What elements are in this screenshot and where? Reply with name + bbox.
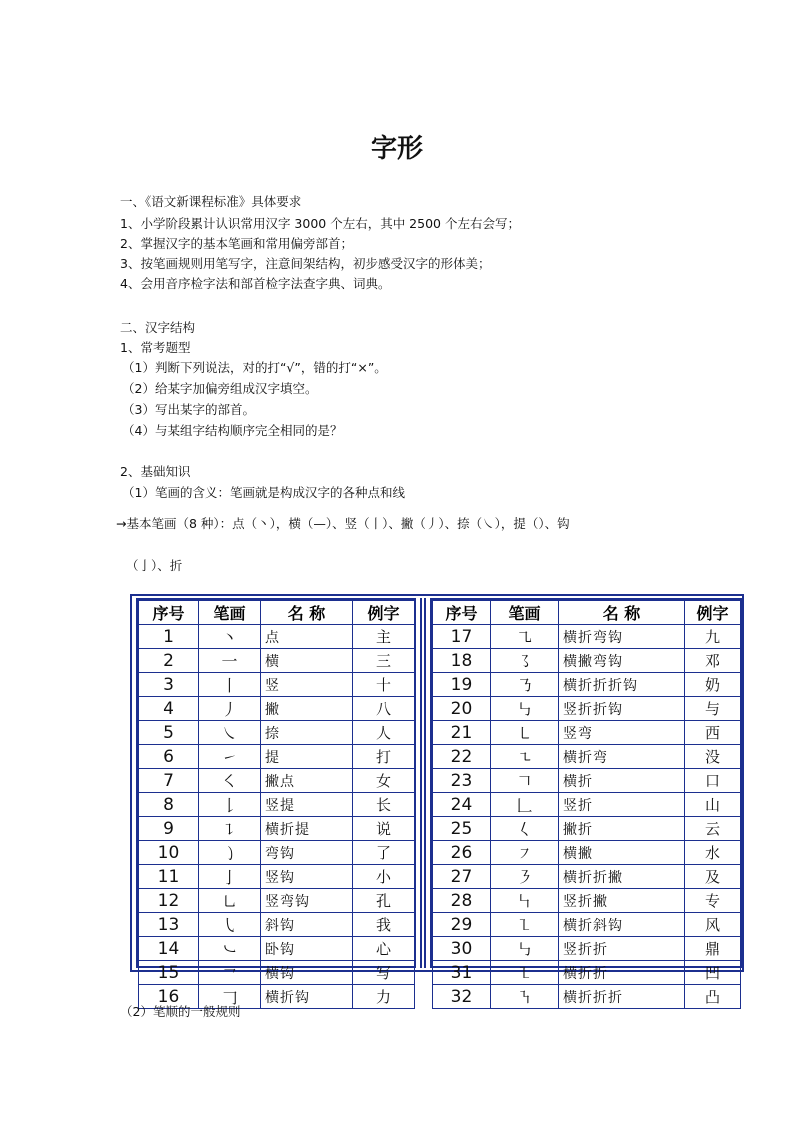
header-number: 序号 [139,601,199,625]
example-character: 九 [685,625,741,649]
basic-strokes-line: →基本笔画（8 种）：点（丶），横（—）、竖（丨）、撇（丿）、捺（㇏），提（）、钩 [116,516,570,531]
stroke-number: 1 [139,625,199,649]
table-row [139,649,415,673]
stroke-number: 11 [139,865,199,889]
page-title: 字形 [370,134,423,164]
stroke-number: 32 [433,985,491,1009]
stroke-glyph: ㇂ [199,913,261,937]
example-character: 打 [353,745,415,769]
table-row [433,793,741,817]
table-row [139,697,415,721]
stroke-glyph: ㇎ [491,985,559,1009]
stroke-name: 竖折折 [559,937,685,961]
stroke-glyph: ㇌ [491,649,559,673]
stroke-number: 29 [433,913,491,937]
example-character: 主 [353,625,415,649]
table-row [139,745,415,769]
stroke-glyph: 𡿨 [491,817,559,841]
stroke-number: 14 [139,937,199,961]
stroke-table [130,594,744,1007]
table-row [433,721,741,745]
table-row [139,913,415,937]
table-row [139,865,415,889]
stroke-name: 弯钩 [261,841,353,865]
stroke-glyph: ㇖ [199,961,261,985]
table-row [433,961,741,985]
table-row [139,769,415,793]
stroke-glyph: ㇉ [491,697,559,721]
stroke-glyph: ㇛ [199,769,261,793]
stroke-glyph: 𠃊 [491,793,559,817]
stroke-glyph: 丨 [199,673,261,697]
stroke-name: 横折弯钩 [559,625,685,649]
requirement-item-1: 1、小学阶段累计认识常用汉字 3000 个左右，其中 2500 个左右会写； [120,216,520,231]
example-character: 没 [685,745,741,769]
example-character: 说 [353,817,415,841]
stroke-name: 捺 [261,721,353,745]
stroke-glyph: 𠃌 [199,985,261,1009]
stroke-number: 25 [433,817,491,841]
stroke-number: 5 [139,721,199,745]
example-character: 奶 [685,673,741,697]
table-row [139,937,415,961]
stroke-name: 竖弯钩 [261,889,353,913]
example-character: 人 [353,721,415,745]
stroke-number: 26 [433,841,491,865]
stroke-number: 6 [139,745,199,769]
stroke-glyph: ㇇ [491,841,559,865]
table-row [433,889,741,913]
example-character: 凹 [685,961,741,985]
stroke-name: 横折折折钩 [559,673,685,697]
table-row [433,769,741,793]
table-row [139,889,415,913]
stroke-table-right [430,598,742,1007]
stroke-name: 横折钩 [261,985,353,1009]
stroke-number: 15 [139,961,199,985]
stroke-name: 撇 [261,697,353,721]
table-row [433,841,741,865]
stroke-number: 9 [139,817,199,841]
table-row [139,793,415,817]
stroke-name: 竖折撇 [559,889,685,913]
header-stroke: 笔画 [491,601,559,625]
stroke-name: 横撇弯钩 [559,649,685,673]
table-row [139,721,415,745]
stroke-glyph: ㇄ [491,721,559,745]
stroke-number: 27 [433,865,491,889]
table-row [139,961,415,985]
stroke-name: 横折 [559,769,685,793]
section1-heading: 一、《语文新课程标准》具体要求 [120,194,302,209]
stroke-glyph: ㇁ [199,841,261,865]
requirement-item-3: 3、按笔画规则用笔写字，注意间架结构，初步感受汉字的形体美； [120,256,491,271]
stroke-number: 31 [433,961,491,985]
stroke-number: 8 [139,793,199,817]
table-row [433,817,741,841]
example-character: 邓 [685,649,741,673]
example-character: 风 [685,913,741,937]
example-character: 了 [353,841,415,865]
stroke-name: 斜钩 [261,913,353,937]
stroke-glyph: ㇅ [491,913,559,937]
stroke-name: 竖钩 [261,865,353,889]
stroke-glyph: 𠃍 [491,769,559,793]
stroke-number: 28 [433,889,491,913]
stroke-number: 12 [139,889,199,913]
table-row [433,913,741,937]
stroke-glyph: ㇏ [199,721,261,745]
stroke-name: 横折折撇 [559,865,685,889]
table-row [433,673,741,697]
stroke-glyph: ㇞ [491,889,559,913]
stroke-number: 30 [433,937,491,961]
stroke-order-heading: （2）笔顺的一般规则 [120,1004,241,1019]
example-character: 八 [353,697,415,721]
example-character: 专 [685,889,741,913]
example-character: 长 [353,793,415,817]
stroke-number: 17 [433,625,491,649]
stroke-name: 撇折 [559,817,685,841]
stroke-name: 卧钩 [261,937,353,961]
table-row [433,697,741,721]
stroke-glyph: ㇃ [199,937,261,961]
question-type-1: （1）判断下列说法，对的打“√”，错的打“×”。 [122,360,387,375]
stroke-glyph: ㇡ [491,673,559,697]
stroke-name: 提 [261,745,353,769]
stroke-glyph: ㇅ [491,961,559,985]
table-row [433,985,741,1009]
example-character: 与 [685,697,741,721]
example-character: 鼎 [685,937,741,961]
stroke-glyph: ㇀ [199,745,261,769]
stroke-name: 竖折 [559,793,685,817]
table-row [139,841,415,865]
stroke-name: 撇点 [261,769,353,793]
stroke-number: 7 [139,769,199,793]
stroke-glyph: 亅 [199,865,261,889]
question-type-4: （4）与某组字结构顺序完全相同的是？ [122,423,343,438]
example-character: 女 [353,769,415,793]
example-character: 写 [353,961,415,985]
header-stroke: 笔画 [199,601,261,625]
stroke-glyph: 丶 [199,625,261,649]
stroke-number: 22 [433,745,491,769]
table-row [139,817,415,841]
stroke-name: 竖弯 [559,721,685,745]
stroke-name: 横折斜钩 [559,913,685,937]
header-example: 例字 [353,601,415,625]
stroke-number: 23 [433,769,491,793]
stroke-glyph: ㇉ [491,937,559,961]
stroke-number: 21 [433,721,491,745]
stroke-number: 13 [139,913,199,937]
stroke-name: 横撇 [559,841,685,865]
header-name: 名 称 [261,601,353,625]
stroke-glyph: ㇋ [491,865,559,889]
example-character: 山 [685,793,741,817]
stroke-glyph: ㇊ [199,817,261,841]
requirement-item-4: 4、会用音序检字法和部首检字法查字典、词典。 [120,276,391,291]
stroke-glyph: ㇈ [491,625,559,649]
table-row [433,649,741,673]
example-character: 孔 [353,889,415,913]
stroke-number: 24 [433,793,491,817]
basic-strokes-line-cont: （亅）、折 [126,558,183,573]
example-character: 及 [685,865,741,889]
table-row [433,625,741,649]
stroke-glyph: 一 [199,649,261,673]
example-character: 西 [685,721,741,745]
example-character: 力 [353,985,415,1009]
stroke-number: 19 [433,673,491,697]
stroke-table-left [136,598,416,1007]
example-character: 云 [685,817,741,841]
table-row [433,865,741,889]
stroke-name: 横折提 [261,817,353,841]
question-types-heading: 1、常考题型 [120,340,191,355]
stroke-name: 竖折折钩 [559,697,685,721]
table-row [433,937,741,961]
stroke-number: 4 [139,697,199,721]
header-example: 例字 [685,601,741,625]
stroke-number: 20 [433,697,491,721]
example-character: 三 [353,649,415,673]
stroke-number: 2 [139,649,199,673]
requirement-item-2: 2、掌握汉字的基本笔画和常用偏旁部首； [120,236,353,251]
stroke-number: 16 [139,985,199,1009]
stroke-name: 横钩 [261,961,353,985]
stroke-definition: （1）笔画的含义：笔画就是构成汉字的各种点和线 [122,485,405,500]
example-character: 心 [353,937,415,961]
stroke-glyph: ㇍ [491,745,559,769]
example-character: 十 [353,673,415,697]
stroke-name: 横折折折 [559,985,685,1009]
stroke-glyph: 丿 [199,697,261,721]
example-character: 我 [353,913,415,937]
stroke-name: 竖 [261,673,353,697]
stroke-number: 3 [139,673,199,697]
stroke-number: 10 [139,841,199,865]
basics-heading: 2、基础知识 [120,464,191,479]
stroke-name: 横折弯 [559,745,685,769]
table-row [139,625,415,649]
stroke-name: 横折折 [559,961,685,985]
table-divider [420,598,426,968]
example-character: 水 [685,841,741,865]
table-row [139,673,415,697]
stroke-name: 竖提 [261,793,353,817]
header-number: 序号 [433,601,491,625]
example-character: 口 [685,769,741,793]
stroke-name: 点 [261,625,353,649]
example-character: 凸 [685,985,741,1009]
stroke-glyph: ㇟ [199,889,261,913]
table-row [433,745,741,769]
question-type-2: （2）给某字加偏旁组成汉字填空。 [122,381,318,396]
header-name: 名 称 [559,601,685,625]
stroke-name: 横 [261,649,353,673]
stroke-glyph: 𠄌 [199,793,261,817]
example-character: 小 [353,865,415,889]
section2-heading: 二、汉字结构 [120,320,196,335]
stroke-number: 18 [433,649,491,673]
question-type-3: （3）写出某字的部首。 [122,402,255,417]
